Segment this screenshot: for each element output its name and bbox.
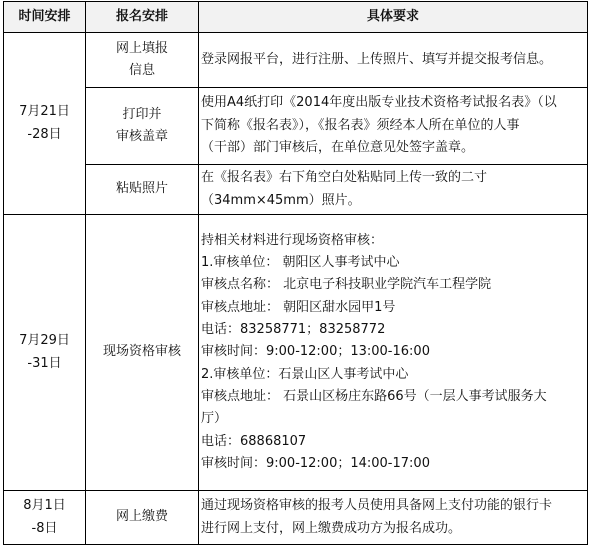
requirement-cell — [199, 88, 588, 165]
requirement-line: 电话：68868107 — [201, 433, 307, 449]
item-label-line1: 粘贴照片 — [115, 181, 168, 197]
registration-schedule-table — [3, 1, 588, 545]
requirement-line: 下简称《报名表》），《报名表》须经本人所在单位的人事 — [201, 117, 520, 133]
requirement-line: 厅） — [201, 411, 228, 427]
requirement-cell — [199, 491, 588, 545]
period-end: -28日 — [27, 126, 62, 142]
requirement-line: 登录网报平台，进行注册、上传照片、填写并提交报考信息。 — [201, 51, 553, 67]
item-cell — [86, 88, 199, 165]
requirement-line: 审核点地址： 朝阳区甜水园甲1号 — [201, 299, 396, 315]
table-row — [4, 215, 588, 491]
header-period: 时间安排 — [4, 2, 86, 33]
requirement-line: 通过现场资格审核的报考人员使用具备网上支付功能的银行卡 — [201, 498, 553, 514]
item-label-line1: 打印并 — [122, 106, 162, 122]
item-label-line2: 审核盖章 — [115, 129, 168, 144]
requirement-line: 1.审核单位： 朝阳区人事考试中心 — [201, 254, 400, 270]
period-cell-stage2 — [4, 215, 86, 491]
requirement-line: 审核点地址： 石景山区杨庄东路66号（一层人事考试服务大 — [201, 389, 547, 405]
item-cell — [86, 165, 199, 215]
item-cell: 现场资格审核 — [86, 215, 199, 491]
period-start: 8月1日 — [23, 498, 66, 514]
header-requirement: 具体要求 — [199, 2, 588, 33]
requirement-line: 电话：83258771；83258772 — [201, 321, 386, 337]
item-cell: 网上缴费 — [86, 491, 199, 545]
table-row — [4, 165, 588, 215]
period-start: 7月29日 — [19, 333, 70, 349]
period-cell-stage1 — [4, 33, 86, 215]
requirement-line: 在《报名表》右下角空白处粘贴同上传一致的二寸 — [201, 170, 488, 186]
requirement-cell — [199, 33, 588, 88]
period-end: -8日 — [31, 520, 58, 536]
requirement-line: （34mm×45mm）照片。 — [201, 192, 361, 208]
period-start: 7月21日 — [19, 104, 70, 120]
header-item: 报名安排 — [86, 2, 199, 33]
item-label-line1: 网上填报 — [115, 40, 168, 56]
requirement-line: 审核点名称： 北京电子科技职业学院汽车工程学院 — [201, 277, 492, 293]
item-cell — [86, 33, 199, 88]
table-row — [4, 33, 588, 88]
requirement-line: 使用A4纸打印《2014年度出版专业技术资格考试报名表》（以 — [201, 95, 557, 111]
requirement-line: 持相关材料进行现场资格审核： — [201, 232, 384, 248]
requirement-cell — [199, 215, 588, 491]
table-row — [4, 88, 588, 165]
requirement-cell — [199, 165, 588, 215]
period-end: -31日 — [27, 355, 62, 371]
requirement-line: 审核时间：9:00-12:00；14:00-17:00 — [201, 456, 430, 472]
item-label-line2: 信息 — [128, 63, 155, 78]
requirement-line: 审核时间：9:00-12:00；13:00-16:00 — [201, 344, 430, 360]
header-row — [4, 2, 588, 33]
table-row — [4, 491, 588, 545]
period-cell-stage3 — [4, 491, 86, 545]
requirement-line: 2.审核单位：石景山区人事考试中心 — [201, 366, 409, 382]
requirement-line: （干部）部门审核后，在单位意见处签字盖章。 — [201, 140, 475, 156]
requirement-line: 进行网上支付，网上缴费成功方为报名成功。 — [201, 520, 462, 536]
